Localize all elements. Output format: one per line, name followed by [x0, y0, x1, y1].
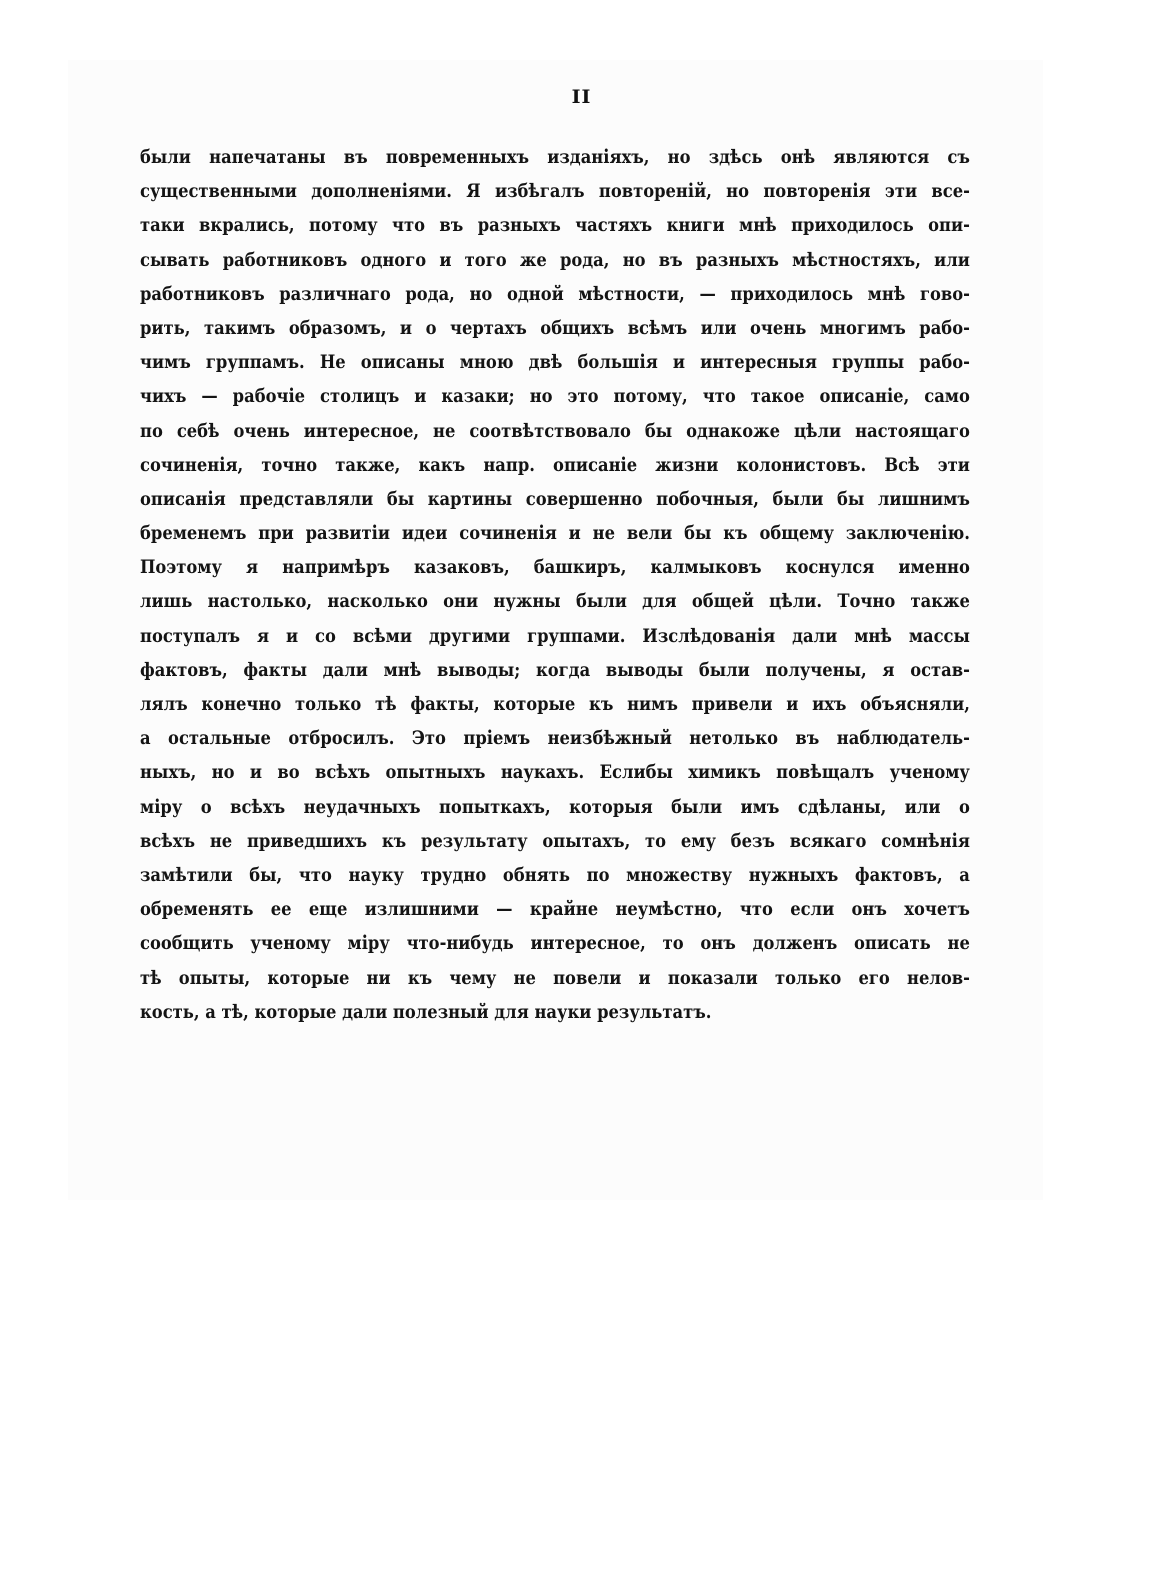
text-line: бременемъ при развитіи идеи сочиненія и не вели бы къ общему заключенію. — [140, 522, 970, 545]
text-line: замѣтили бы, что науку трудно обнять по множеству нужныхъ фактовъ, а — [140, 863, 970, 886]
text-line: Поэтому я напримѣръ казаковъ, башкиръ, калмыковъ коснулся именно — [140, 556, 970, 579]
text-line: по себѣ очень интересное, не соотвѣтствовало бы однакоже цѣли настоящаго — [140, 419, 970, 442]
text-line: лялъ конечно только тѣ факты, которые къ нимъ привели и ихъ объясняли, — [140, 693, 970, 715]
text-line: кость, а тѣ, которые дали полезный для науки результатъ. — [140, 1000, 712, 1023]
text-line: фактовъ, факты дали мнѣ выводы; когда выводы были получены, я остав- — [140, 658, 970, 681]
text-line: обременять ее еще излишними — крайне неумѣстно, что если онъ хочетъ — [140, 898, 970, 921]
text-line: сывать работниковъ одного и того же рода, но въ разныхъ мѣстностяхъ, или — [140, 248, 970, 271]
text-line: тѣ опыты, которые ни къ чему не повели и показали только его нелов- — [140, 966, 970, 989]
text-line: были напечатаны въ повременныхъ изданіяхъ, но здѣсь онѣ являются съ — [140, 146, 970, 168]
text-line: работниковъ различнаго рода, но одной мѣстности, — приходилось мнѣ гово- — [140, 282, 970, 305]
text-line: таки вкрались, потому что въ разныхъ частяхъ книги мнѣ приходилось опи- — [140, 214, 970, 237]
text-line: сочиненія, точно также, какъ напр. описаніе жизни колонистовъ. Всѣ эти — [140, 453, 970, 476]
text-line: всѣхъ не приведшихъ къ результату опытахъ, то ему безъ всякаго сомнѣнія — [140, 829, 970, 852]
text-line: существенными дополненіями. Я избѣгалъ повтореній, но повторенія эти все- — [140, 180, 970, 203]
text-line: ныхъ, но и во всѣхъ опытныхъ наукахъ. Еслибы химикъ повѣщалъ ученому — [140, 761, 970, 784]
text-line: чихъ — рабочіе столицъ и казаки; но это потому, что такое описаніе, само — [140, 385, 970, 408]
text-line: а остальные отбросилъ. Это пріемъ неизбѣжный нетолько въ наблюдатель- — [140, 727, 970, 750]
text-line: рить, такимъ образомъ, и о чертахъ общихъ всѣмъ или очень многимъ рабо- — [140, 316, 970, 339]
text-line: сообщить ученому міру что-нибудь интересное, то онъ долженъ описать не — [140, 932, 970, 955]
text-line: поступалъ я и со всѣми другими группами. Изслѣдованія дали мнѣ массы — [140, 624, 970, 647]
text-line: описанія представляли бы картины совершенно побочныя, были бы лишнимъ — [140, 487, 970, 510]
text-line: чимъ группамъ. Не описаны мною двѣ большія и интересныя группы рабо- — [140, 351, 970, 374]
text-line: міру о всѣхъ неудачныхъ попыткахъ, которыя были имъ сдѣланы, или о — [140, 795, 970, 818]
body-text — [140, 142, 970, 1031]
page-number: II — [571, 86, 592, 108]
text-line: лишь настолько, насколько они нужны были для общей цѣли. Точно также — [140, 590, 970, 613]
